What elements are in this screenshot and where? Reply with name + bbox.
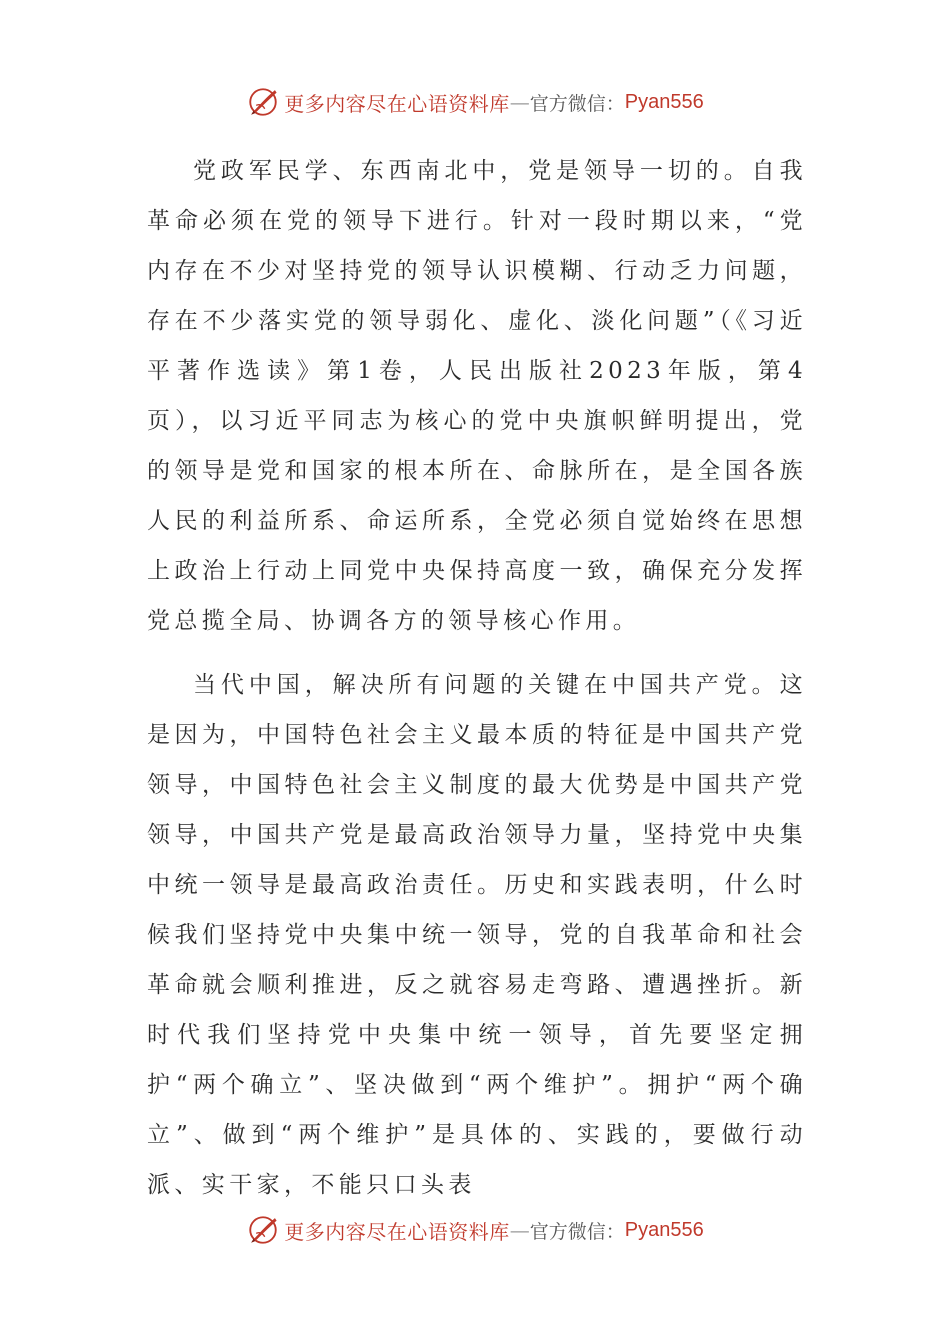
header-banner [0, 82, 950, 122]
banner-main-text: 更多内容尽在心语资料库 [284, 1219, 510, 1244]
banner-main-text: 更多内容尽在心语资料库 [284, 91, 510, 116]
banner-wechat-label: 官方微信： [529, 92, 625, 115]
banner-wechat-label: 官方微信： [529, 1220, 625, 1243]
document-body [147, 146, 807, 1210]
pen-logo-icon [246, 85, 280, 119]
paragraph: 党政军民学、东西南北中，党是领导一切的。自我革命必须在党的领导下进行。针对一段时期以来，“党内存在不少对坚持党的领导认识模糊、行动乏力问题，存在不少落实党的领导弱化、虚化、淡化问题”（《习近平著作选读》第1卷，人民出版社2023年版，第4页），以习近平同志为核心的党中央旗帜鲜明提出，党的领导是党和国家的根本所在、命脉所在，是全国各族人民的利益所系、命运所系，全党必须自觉始终在思想上政治上行动上同党中央保持高度一致，确保充分发挥党总揽全局、协调各方的领导核心作用。 [147, 158, 807, 634]
banner-dash: — [509, 1218, 530, 1242]
banner-wechat-id: Pyan556 [624, 90, 704, 113]
footer-banner [0, 1210, 950, 1250]
banner-wechat-id: Pyan556 [624, 1218, 704, 1241]
banner-dash: — [509, 90, 530, 114]
pen-logo-icon [246, 1213, 280, 1247]
paragraph: 当代中国，解决所有问题的关键在中国共产党。这是因为，中国特色社会主义最本质的特征是中国共产党领导，中国特色社会主义制度的最大优势是中国共产党领导，中国共产党是最高政治领导力量，坚持党中央集中统一领导是最高政治责任。历史和实践表明，什么时候我们坚持党中央集中统一领导，党的自我革命和社会革命就会顺利推进，反之就容易走弯路、遭遇挫折。新时代我们坚持党中央集中统一领导，首先要坚定拥护“两个确立”、坚决做到“两个维护”。拥护“两个确立”、做到“两个维护”是具体的、实践的，要做行动派、实干家，不能只口头表 [147, 672, 807, 1198]
